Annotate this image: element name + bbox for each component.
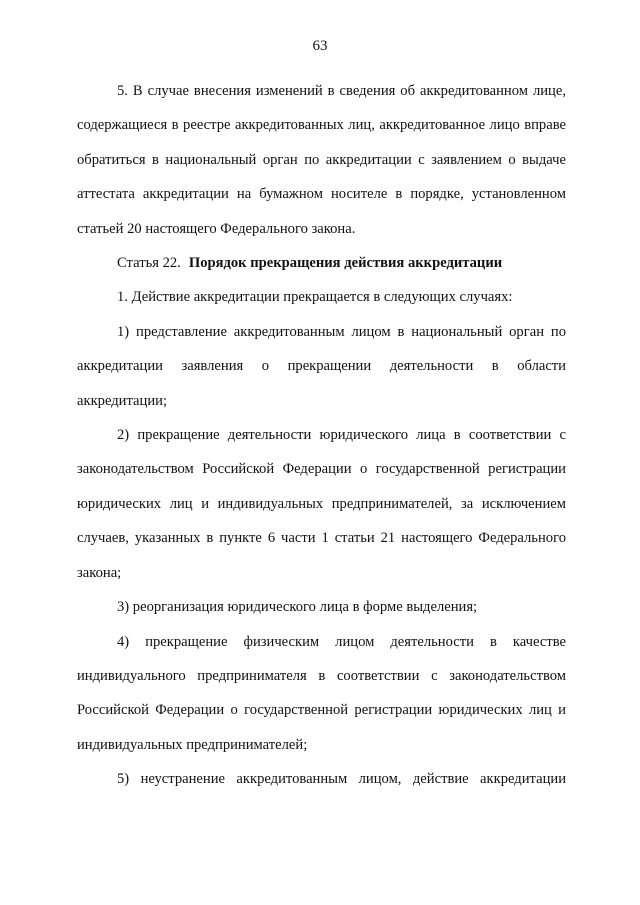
document-body (77, 74, 566, 797)
article-title: Порядок прекращения действия аккредитации (188, 255, 503, 272)
article-number: Статья 22. (117, 255, 181, 272)
paragraph-accredited-person-changes: 5. В случае внесения изменений в сведения об аккредитованном лице, содержащиеся в реестре аккредитованных лиц, аккредитованное лицо вправе обратиться в национальный орган по аккредитации с заявлением о выдаче аттестата аккредитации на бумажном носителе в порядке, установленном статьей 20 настоящего Федерального закона. (77, 83, 566, 237)
list-item-5: 5) неустранение аккредитованным лицом, действие аккредитации (117, 771, 566, 788)
list-item-3: 3) реорганизация юридического лица в форме выделения; (117, 599, 478, 616)
list-item-4: 4) прекращение физическим лицом деятельности в качестве индивидуального предпринимателя в соответствии с законодательством Российской Федерации о государственной регистрации юридических лиц и индивидуальных предпринимателей; (77, 633, 566, 753)
list-item-1: 1) представление аккредитованным лицом в национальный орган по аккредитации заявления о прекращении деятельности в области аккредитации; (77, 323, 566, 409)
list-item-2: 2) прекращение деятельности юридического лица в соответствии с законодательством Российской Федерации о государственной регистрации юридических лиц и индивидуальных предпринимателей, за исключением случаев, указанных в пункте 6 части 1 статьи 21 настоящего Федерального закона; (77, 427, 566, 581)
page-number: 63 (312, 38, 328, 54)
paragraph-termination-cases: 1. Действие аккредитации прекращается в следующих случаях: (117, 289, 513, 306)
article-heading (77, 246, 566, 280)
